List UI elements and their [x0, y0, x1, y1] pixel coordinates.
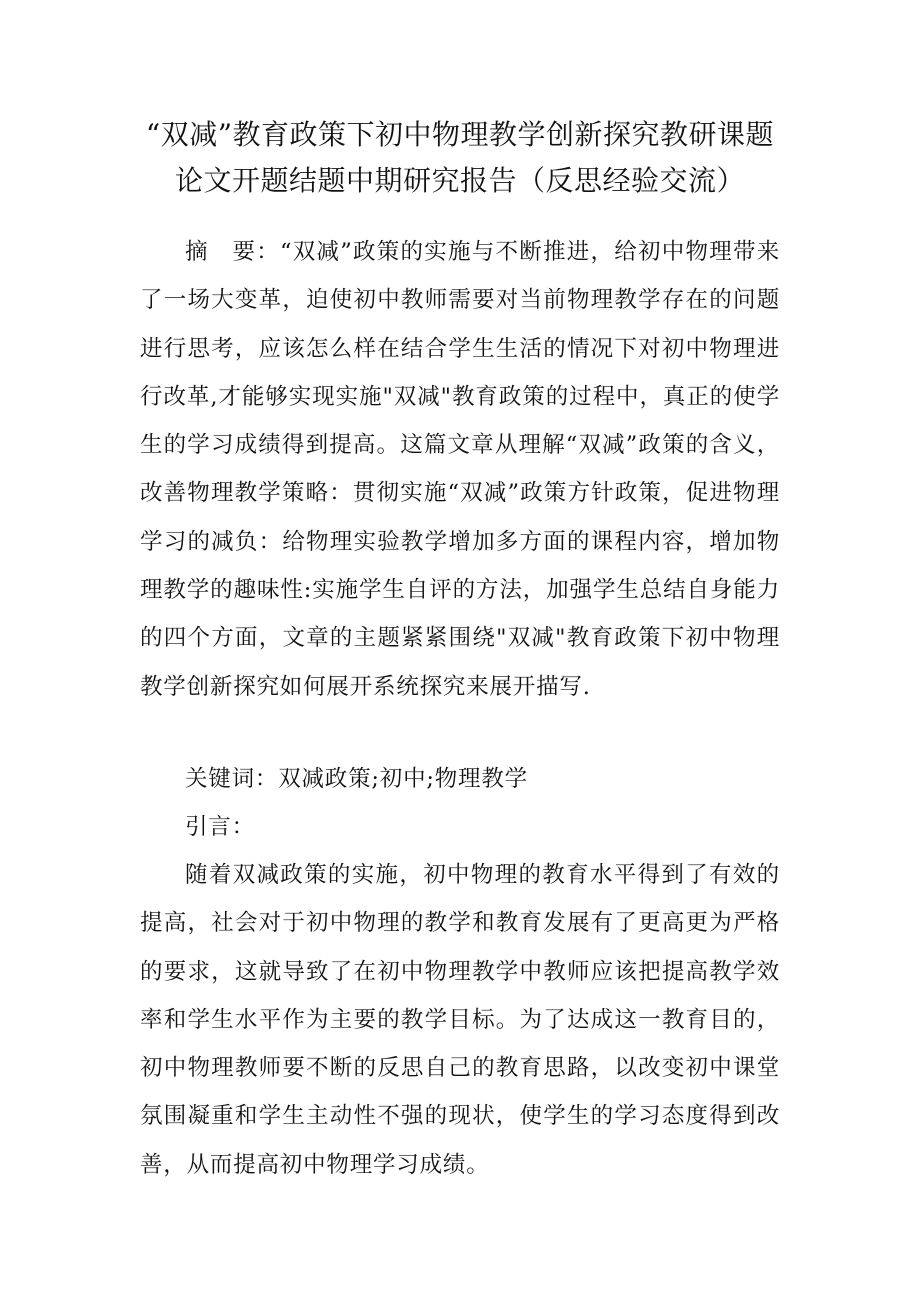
title-line-1: “双减”教育政策下初中物理教学创新探究教研课题: [145, 118, 775, 151]
abstract-paragraph: 摘 要：“双减”政策的实施与不断推进，给初中物理带来了一场大变革，迫使初中教师需要对当前物理教学存在的问题进行思考，应该怎么样在结合学生生活的情况下对初中物理进行改革,才能够实现实施"双减"教育政策的过程中，真正的使学生的学习成绩得到提高。这篇文章从理解“双减”政策的含义，改善物理教学策略：贯彻实施“双减”政策方针政策，促进物理学习的减负：给物理实验教学增加多方面的课程内容，增加物理教学的趣味性:实施学生自评的方法，加强学生总结自身能力的四个方面，文章的主题紧紧围绕"双减"教育政策下初中物理教学创新探究如何展开系统探究来展开描写.: [140, 239, 780, 700]
document-title: [120, 112, 800, 204]
intro-heading: 引言：: [185, 814, 255, 840]
intro-paragraph: 随着双减政策的实施，初中物理的教育水平得到了有效的提高，社会对于初中物理的教学和教育发展有了更高更为严格的要求，这就导致了在初中物理教学中教师应该把提高教学效率和学生水平作为主要的教学目标。为了达成这一教育目的，初中物理教师要不断的反思自己的教育思路，以改变初中课堂氛围凝重和学生主动性不强的现状，使学生的学习态度得到改善，从而提高初中物理学习成绩。: [140, 862, 780, 1178]
title-line-2: 论文开题结题中期研究报告（反思经验交流）: [174, 164, 745, 197]
keywords-line: 关键词：双减政策;初中;物理教学: [185, 766, 528, 792]
